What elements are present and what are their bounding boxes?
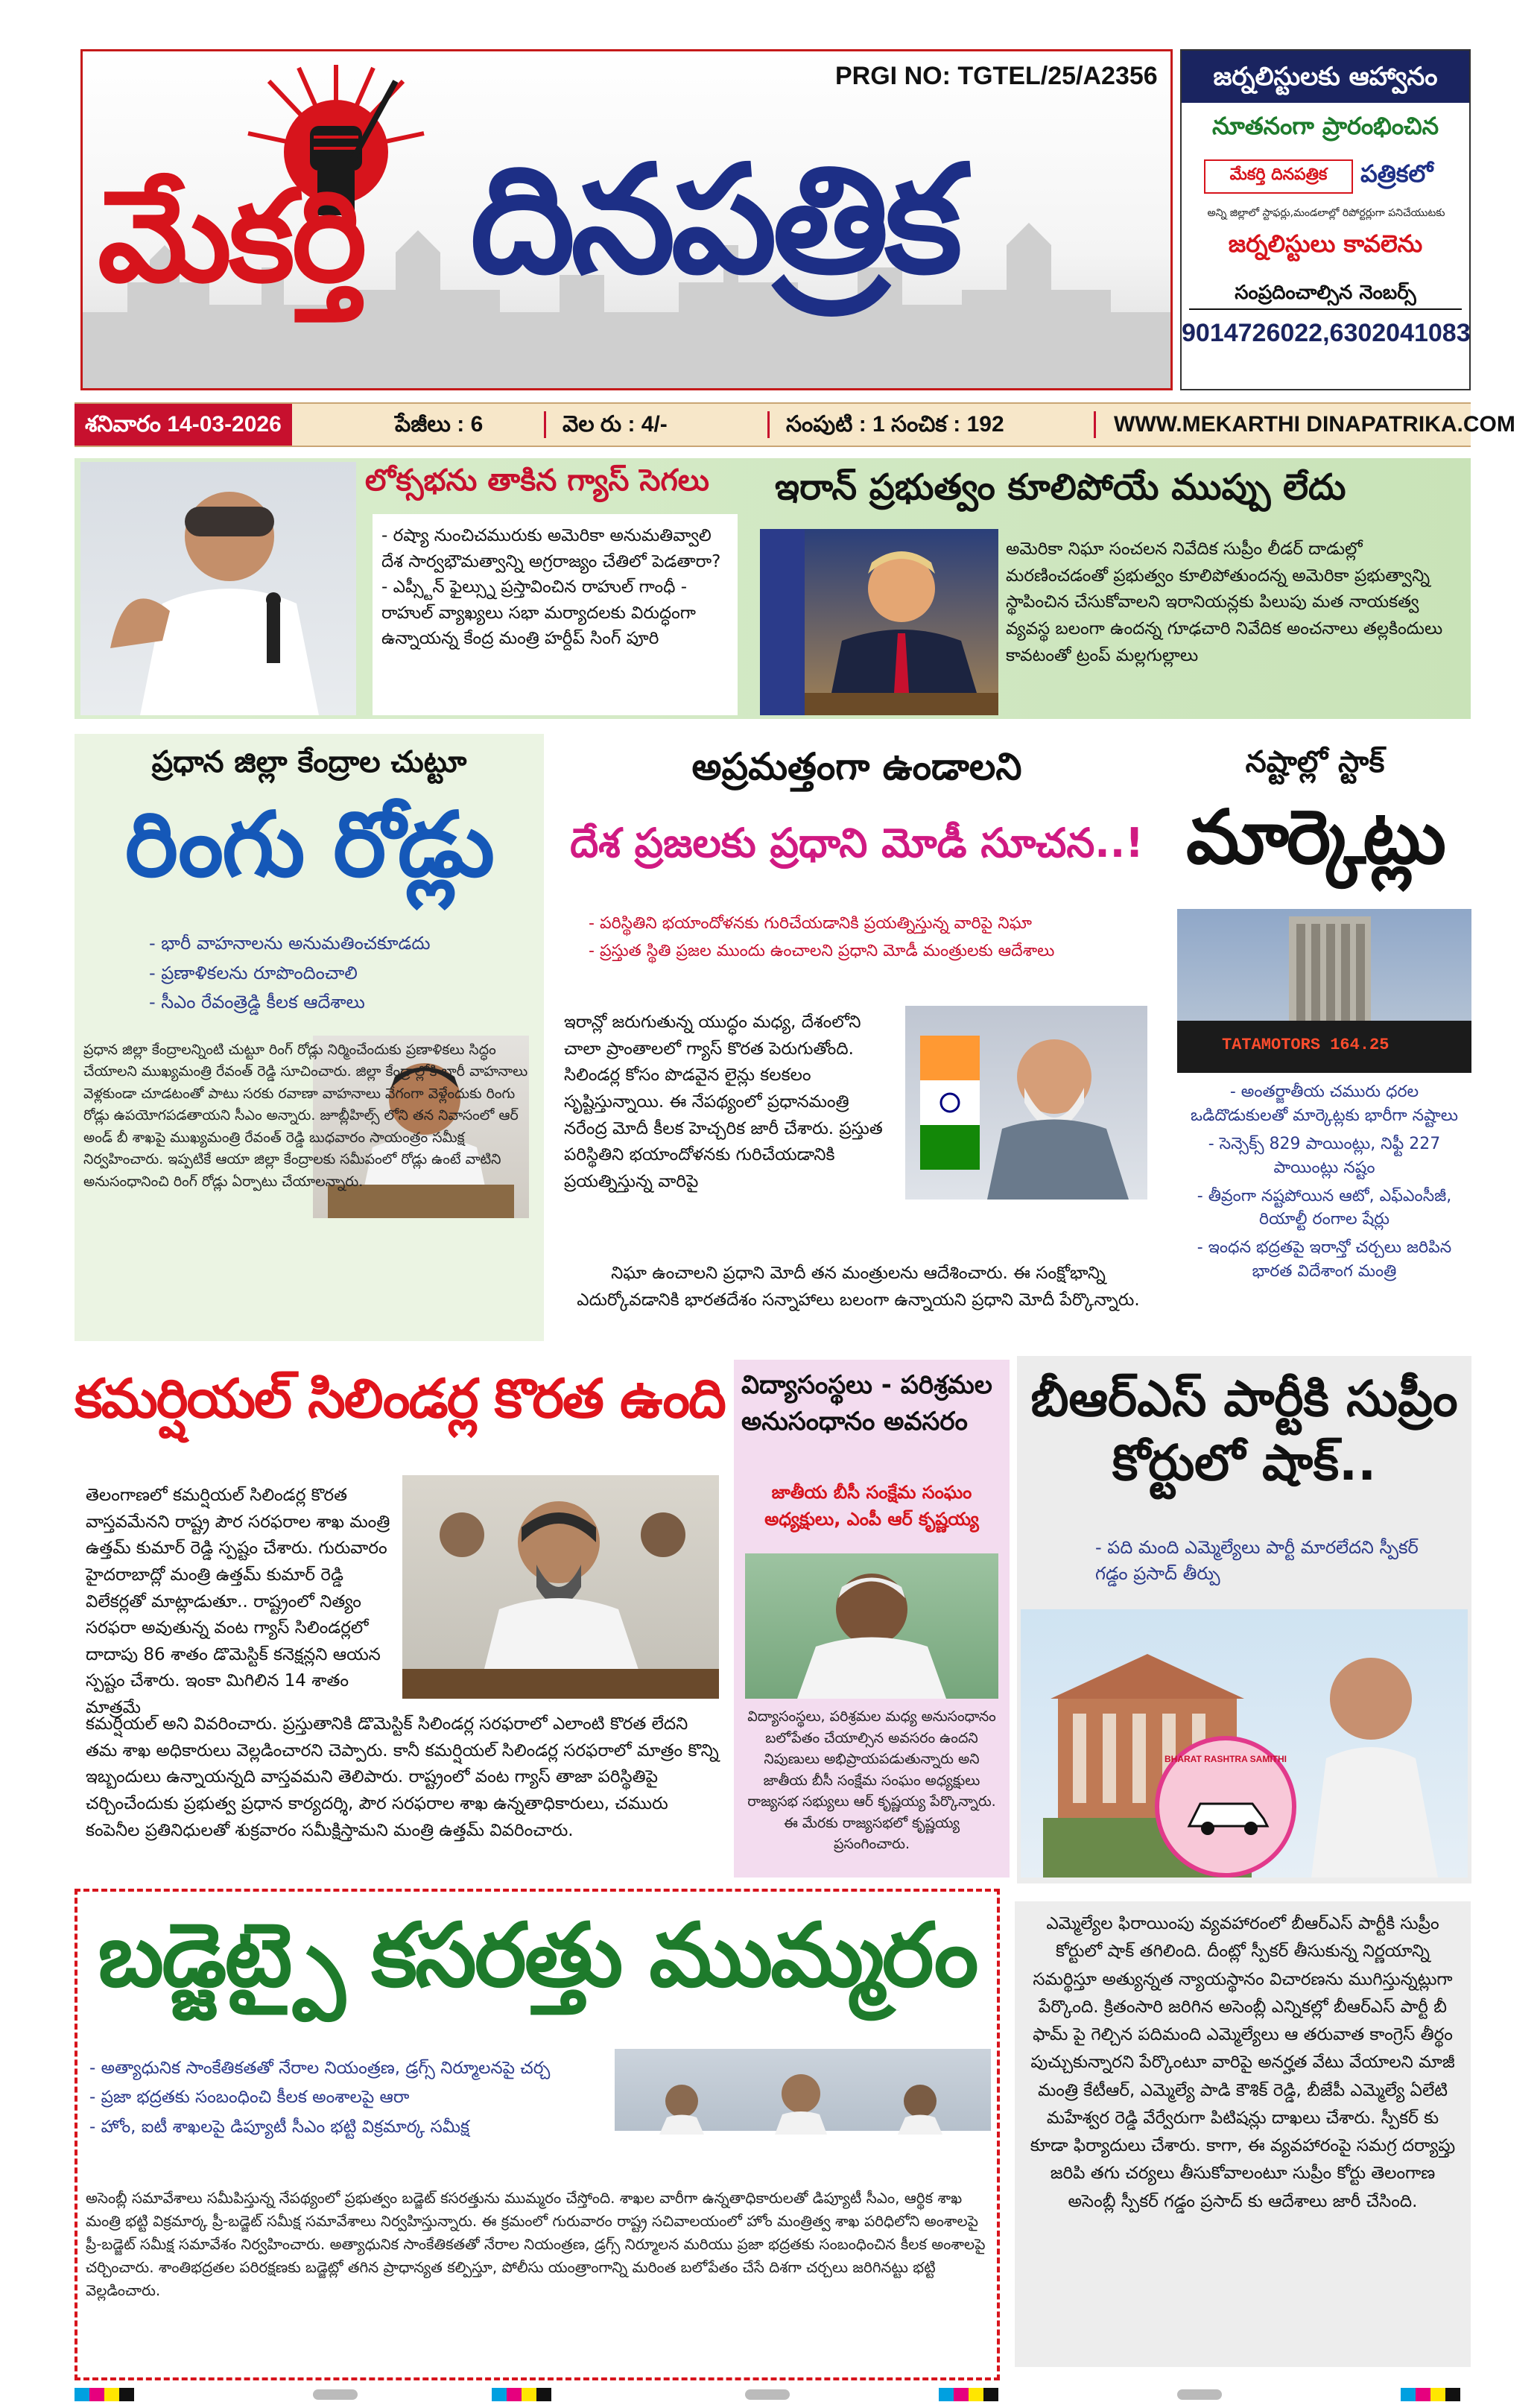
info-bar (75, 402, 1515, 447)
modi-headline: దేశ ప్రజలకు ప్రధాని మోడీ సూచన..! (570, 820, 1144, 866)
ring-road-bullet: - సీఎం రేవంత్రెడ్డి కీలక ఆదేశాలు (149, 990, 492, 1015)
website-link[interactable]: WWW.MEKARTHI DINAPATRIKA.COM (1114, 412, 1515, 437)
brs-headline: బీఆర్ఎస్ పార్టీకి సుప్రీం కోర్టులో షాక్.. (1030, 1370, 1458, 1492)
ring-road-bullet: - ప్రణాళికలను రూపొందించాలి (149, 961, 492, 986)
logo-left: మేకర్తి (98, 163, 364, 311)
journalist-ad (1180, 49, 1471, 390)
page-count: పేజీలు : 6 (395, 412, 484, 437)
ticker-strip: TATAMOTORS 164.25 (1222, 1036, 1390, 1054)
modi-body-full: నిఘా ఉంచాలని ప్రధాని మోదీ తన మంత్రులను ఆదేశించారు. ఈ సంక్షోభాన్ని ఎదుర్కోవడానికి భారతదేశం సన్నాహాలు బలంగా ఉన్నాయని ప్రధాని మోదీ పేర్కొన్నారు. (577, 1264, 1140, 1310)
markets-kicker: నష్టాల్లో స్టాక్ (1245, 745, 1385, 779)
stock-exchange-photo (1177, 909, 1471, 1073)
brs-body: ఎమ్మెల్యేల ఫిరాయింపు వ్యవహారంలో బీఆర్ఎస్ పార్టీకి సుప్రీం కోర్టులో షాక్ తగిలింది. దీంట్లో స్పీకర్ తీసుకున్న నిర్ణయాన్ని సమర్థిస్తూ అత్యున్నత న్యాయస్థానం విచారణను ముగిస్తున్నట్లుగా పేర్కొంది. క్రితంసారి జరిగిన అసెంబ్లీ ఎన్నికల్లో బీఆర్ఎస్ పార్టీ బీ ఫామ్ పై గెల్చిన పదిమంది ఎమ్మెల్యేలు ఆ తరువాత కాంగ్రెస్ తీర్థం పుచ్చుకున్నారని పేర్కొంటూ వారిపై అనర్హత వేటు వేయాలని మాజీ మంత్రి కేటీఆర్, ఎమ్మెల్యే పాడి కౌశిక్ రెడ్డి, బీజేపీ ఎమ్మెల్యే ఏలేటి మహేశ్వర రెడ్డి వేర్వేరుగా పిటిషన్లు దాఖలు చేశారు. స్పీకర్ కు కూడా ఫిర్యాదులు చేశారు. కాగా, ఈ వ్యవహారంపై సమగ్ర దర్యాప్తు జరిపి తగు చర్యలు తీసుకోవాలంటూ సుప్రీం కోర్టు తెలంగాణ అసెంబ్లీ స్పీకర్ గడ్డం ప్రసాద్ కు ఆదేశాలు జారీ చేసింది. (1015, 1901, 1471, 2367)
markets-bullet: - అంతర్జాతీయ చమురు ధరల ఒడిదొడుకులతో మార్కెట్లకు భారీగా నష్టాలు (1181, 1080, 1468, 1128)
budget-body: అసెంబ్లీ సమావేశాలు సమీపిస్తున్న నేపథ్యంలో ప్రభుత్వం బడ్జెట్ కసరత్తును ముమ్మరం చేస్తోంది. శాఖల వారీగా ఉన్నతాధికారులతో డిప్యూటీ సీఎం, ఆర్థిక శాఖ మంత్రి భట్టి విక్రమార్క ప్రీ-బడ్జెట్ సమీక్ష సమావేశాలు నిర్వహిస్తున్నారు. ఈ క్రమంలో గురువారం రాష్ట్ర సచివాలయంలో హోం మంత్రిత్వ శాఖ పరిధిలోని అంశాలపై ప్రీ-బడ్జెట్ సమీక్ష సమావేశం నిర్వహించారు. అత్యాధునిక సాంకేతికతతో నేరాల నియంత్రణ, డ్రగ్స్ నిర్మూలన మరియు ప్రజా భద్రతకు సంబంధించిన కీలక అంశాలపై చర్చించారు. శాంతిభద్రతల పరిరక్షణకు బడ్జెట్లో తగిన ప్రాధాన్యత కల్పిస్తూ, పోలీసు యంత్రాంగాన్ని మరింత బలోపేతం చేసే దిశగా చర్చలు జరిగినట్టు భట్టి వెల్లడించారు. (86, 2189, 986, 2299)
markets-bullets (1181, 1080, 1468, 1288)
ring-road-kicker: ప్రధాన జిల్లా కేంద్రాల చుట్టూ (151, 745, 467, 779)
cylinder-body-wrap: తెలంగాణలో కమర్షియల్ సిలిండర్ల కొరత వాస్తవమేనని రాష్ట్ర పౌర సరఫరాల శాఖ మంత్రి ఉత్తమ్ కుమార్ రెడ్డి స్పష్టం చేశారు. గురువారం హైదరాబాద్లో మంత్రి ఉత్తమ్ కుమార్ రెడ్డి విలేకర్లతో మాట్లాడుతూ.. రాష్ట్రంలో నిత్యం సరఫరా అవుతున్న వంట గ్యాస్ సిలిండర్లలో దాదాపు 86 శాతం డొమెస్టిక్ కనెక్షన్లని ఆయన స్పష్టం చేశారు. ఇంకా మిగిలిన 14 శాతం మాత్రమే (86, 1486, 390, 1718)
story2-body: అమెరికా నిఘా సంచలన నివేదిక సుప్రీం లీడర్ దాడుల్లో మరణించడంతో ప్రభుత్వం కూలిపోతుందన్న అమెరికా ప్రభుత్వాన్ని స్థాపించిన చేసుకోవాలని ఇరానియన్లకు పిలుపు మత నాయకత్వ వ్యవస్థ బలంగా ఉందన్న గూఢచారి నివేదిక అంచనాలు తల్లకిందులు కావటంతో ట్రంప్ మల్లగుల్లాలు (1006, 539, 1443, 665)
bc-headline: విద్యాసంస్థలు - పరిశ్రమల అనుసంధానం అవసరం (741, 1370, 992, 1437)
ring-road-bullet: - భారీ వాహనాలను అనుమతించకూడదు (149, 931, 492, 957)
modi-photo (905, 1006, 1147, 1200)
modi-bullet: - పరిస్థితిని భయాందోళనకు గురిచేయడానికి ప్రయత్నిస్తున్న వారిపై నిఘా (589, 913, 1155, 936)
prgi-number: PRGI NO: TGTEL/25/A2356 (835, 62, 1158, 90)
markets-headline: మార్కెట్లు (1186, 793, 1444, 881)
budget-bullets (89, 2056, 611, 2144)
issue-volume: సంపుటి : 1 సంచిక : 192 (786, 412, 1004, 437)
registration-marks (75, 2388, 1471, 2401)
bc-body: విద్యాసంస్థలు, పరిశ్రమల మధ్య అనుసంధానం బలోపేతం చేయాల్సిన అవసరం ఉందని నిపుణులు అభిప్రాయపడుతున్నారు అని జాతీయ బీసీ సంక్షేమ సంఘం అధ్యక్షులు రాజ్యసభ సభ్యులు ఆర్ కృష్ణయ్య పేర్కొన్నారు. ఈ మేరకు రాజ్యసభలో కృష్ణయ్య ప్రసంగించారు. (747, 1708, 996, 1852)
car-icon (1185, 1785, 1275, 1837)
ad-line4: అన్ని జిల్లాలో స్టాఫర్లు,మండలాల్లో రిపోర్టర్లుగా పనిచేయుటకు (1207, 207, 1445, 219)
markets-bullet: - ఇంధన భద్రతపై ఇరాన్తో చర్చలు జరిపిన భారత విదేశాంగ మంత్రి (1181, 1236, 1468, 1284)
brs-bullet-text: పది మంది ఎమ్మెల్యేలు పార్టీ మారలేదని స్పీకర్ గడ్డం ప్రసాద్ తీర్పు (1095, 1537, 1419, 1584)
story2-headline: ఇరాన్ ప్రభుత్వం కూలిపోయే ముప్పు లేదు (775, 466, 1346, 508)
cylinder-body-full: కమర్షియల్ అని వివరించారు. ప్రస్తుతానికి డొమెస్టిక్ సిలిండర్ల సరఫరాలో ఎలాంటి కొరత లేదని తమ శాఖ అధికారులు వెల్లడించారని చెప్పారు. కానీ కమర్షియల్ సిలిండర్ల సరఫరాలో మాత్రం కొన్ని ఇబ్బందులు ఉన్నాయన్నది వాస్తవమని తెలిపారు. రాష్ట్రంలో వంట గ్యాస్ తాజా పరిస్థితిపై చర్చించేందుకు ప్రభుత్వ ప్రధాన కార్యదర్శి, పౌర సరఫరాల శాఖ ఉన్నతాధికారులు, చమురు కంపెనీల ప్రతినిధులతో శుక్రవారం సమీక్షిస్తామని మంత్రి ఉత్తమ్ వివరించారు. (86, 1714, 719, 1840)
bc-subhead: జాతీయ బీసీ సంక్షేమ సంఘం అధ్యక్షులు, ఎంపీ ఆర్ కృష్ణయ్య (764, 1482, 979, 1530)
brs-emblem-text: BHARAT RASHTRA SAMITHI (1164, 1754, 1287, 1764)
uttam-kumar-photo (402, 1475, 719, 1699)
brs-emblem (1155, 1736, 1296, 1878)
budget-headline: బడ్జెట్పై కసరత్తు ముమ్మరం (98, 1904, 977, 2006)
ad-line1: జర్నలిస్టులకు ఆహ్వానం (1182, 51, 1469, 103)
modi-bullets (589, 913, 1155, 968)
ad-line2: నూతనంగా ప్రారంభించిన (1211, 112, 1439, 140)
brs-bullet: - పది మంది ఎమ్మెల్యేలు పార్టీ మారలేదని స్పీకర్ గడ్డం ప్రసాద్ తీర్పు (1095, 1537, 1419, 1584)
masthead (80, 49, 1173, 390)
story1-body: - రష్యా నుంచిచమురుకు అమెరికా అనుమతివ్వాలి దేశ సార్వభౌమత్వాన్ని అగ్రరాజ్యం చేతిలో పెడతారా? - ఎప్స్టీన్ ఫైల్స్ను ప్రస్తావించిన రాహుల్ గాంధీ - రాహుల్ వ్యాఖ్యలు సభా మర్యాదలకు విరుద్ధంగా ఉన్నాయన్న కేంద్ర మంత్రి హర్దీప్ సింగ్ పూరి (373, 514, 738, 715)
modi-kicker: అప్రమత్తంగా ఉండాలని (691, 745, 1022, 788)
ring-road-body: ప్రధాన జిల్లా కేంద్రాలన్నింటి చుట్టూ రింగ్ రోడ్లు నిర్మించేందుకు ప్రణాళికలు సిద్ధం చేయాలని ముఖ్యమంత్రి రేవంత్ రెడ్డి సూచించారు. జిల్లా కేంద్రాల్లోకి భారీ వాహనాలు వెళ్లకుండా చూడటంతో పాటు సరకు రవాణా వాహనాలు వేగంగా వెళ్లేందుకు రింగు రోడ్లు ఉపయోగపడతాయని సీఎం అన్నారు. జూబ్లీహిల్స్ లోని తన నివాసంలో ఆర్ అండ్ బీ శాఖపై ముఖ్యమంత్రి రేవంత్ రెడ్డి బుధవారం సాయంత్రం సమీక్ష నిర్వహించారు. ఇప్పటికే ఆయా జిల్లా కేంద్రాలకు సమీపంలో రోడ్లు ఉంటే వాటిని అనుసంధానించి రింగ్ రోడ్లు ఏర్పాటు చేయాలన్నారు. (83, 1042, 528, 1190)
rahul-gandhi-photo (80, 462, 356, 715)
ring-road-bullets (149, 931, 492, 1020)
krishnaiah-photo (745, 1553, 998, 1699)
modi-bullet: - ప్రస్తుత స్థితి ప్రజల ముందు ఉంచాలని ప్రధాని మోడీ మంత్రులకు ఆదేశాలు (589, 940, 1155, 963)
markets-bullet: - సెన్సెక్స్ 829 పాయింట్లు, నిఫ్టీ 227 పాయింట్లు నష్టం (1181, 1132, 1468, 1180)
ad-logo-small: మేకర్తి దినపత్రిక (1204, 159, 1353, 194)
ad-line3: పత్రికలో (1360, 159, 1433, 188)
price: వెల రు : 4/- (563, 412, 668, 437)
trump-photo (760, 529, 998, 715)
budget-bullet: - ప్రజా భద్రతకు సంబంధించి కీలక అంశాలపై ఆరా (89, 2085, 611, 2110)
budget-bullet: - హోం, ఐటీ శాఖలపై డిప్యూటీ సీఎం భట్టి విక్రమార్క సమీక్ష (89, 2115, 611, 2140)
modi-body-wrap: ఇరాన్లో జరుగుతున్న యుద్ధం మధ్య, దేశంలోని చాలా ప్రాంతాలలో గ్యాస్ కొరత పెరుగుతోంది. సిలిండర్ల కోసం పొడవైన లైన్లు కలకలం సృష్టిస్తున్నాయి. ఈ నేపథ్యంలో ప్రధానమంత్రి నరేంద్ర మోదీ కీలక హెచ్చరిక జారీ చేశారు. ప్రస్తుత పరిస్థితిని భయాందోళనకు గురిచేయడానికి ప్రయత్నిస్తున్న వారిపై (564, 1013, 883, 1191)
story1-headline: లోక్సభను తాకిన గ్యాస్ సెగలు (365, 463, 709, 498)
cylinder-headline: కమర్షియల్ సిలిండర్ల కొరత ఉంది (75, 1367, 725, 1430)
markets-bullet: - తీవ్రంగా నష్టపోయిన ఆటో, ఎఫ్ఎంసీజీ, రియాల్టీ రంగాల షేర్లు (1181, 1185, 1468, 1232)
supreme-court-photo (1021, 1609, 1468, 1878)
issue-date: శనివారం 14-03-2026 (75, 404, 292, 446)
ad-line5: జర్నలిస్టులు కావలెను (1228, 229, 1423, 258)
logo-right: దినపత్రిక (470, 133, 958, 307)
ad-contact-label: సంప్రదించాల్సిన నెంబర్స్ (1189, 282, 1462, 310)
bhatti-meeting-photo (615, 2049, 991, 2179)
budget-bullet: - అత్యాధునిక సాంకేతికతతో నేరాల నియంత్రణ, డ్రగ్స్ నిర్మూలనపై చర్చ (89, 2056, 611, 2081)
ring-road-headline: రింగు రోడ్లు (124, 793, 494, 897)
ad-phones: 9014726022,6302041083 (1182, 319, 1471, 347)
